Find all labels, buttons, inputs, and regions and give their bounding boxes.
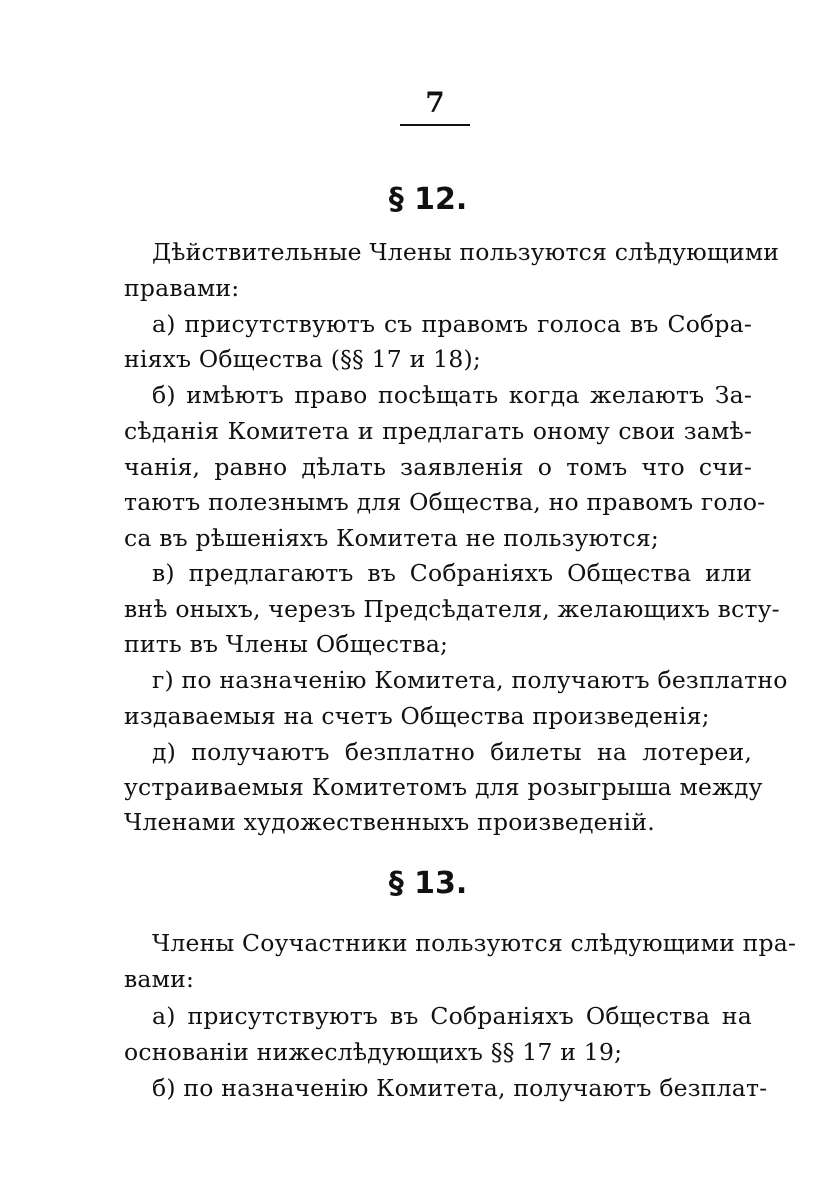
paragraph-line: Дѣйствительные Члены пользуются слѣдующими	[152, 238, 780, 266]
section-heading-12: § 12.	[388, 182, 468, 217]
paragraph-line: внѣ оныхъ, черезъ Предсѣдателя, желающихъ всту-	[124, 595, 780, 623]
paragraph-line: в) предлагаютъ въ Собраніяхъ Общества или	[152, 559, 752, 587]
paragraph-line: сѣданія Комитета и предлагать оному свои замѣ-	[124, 417, 752, 445]
page-number: 7	[425, 86, 445, 119]
section-heading-13: § 13.	[388, 866, 468, 901]
paragraph-line: са въ рѣшеніяхъ Комитета не пользуются;	[124, 524, 659, 552]
page-number-rule	[400, 124, 470, 126]
paragraph-line: основаніи нижеслѣдующихъ §§ 17 и 19;	[124, 1038, 623, 1066]
paragraph-line: Члены Соучастники пользуются слѣдующими пра-	[152, 929, 797, 957]
paragraph-line: чанія, равно дѣлать заявленія о томъ что счи-	[124, 453, 752, 481]
paragraph-line: издаваемыя на счетъ Общества произведенія;	[124, 702, 710, 730]
paragraph-line: вами:	[124, 965, 195, 993]
paragraph-line: Членами художественныхъ произведеній.	[124, 808, 655, 836]
paragraph-line: а) присутствуютъ въ Собраніяхъ Общества на	[152, 1002, 752, 1030]
paragraph-line: таютъ полезнымъ для Общества, но правомъ голо-	[124, 488, 766, 516]
paragraph-line: правами:	[124, 274, 240, 302]
paragraph-line: г) по назначенію Комитета, получаютъ безплатно	[152, 666, 788, 694]
paragraph-line: устраиваемыя Комитетомъ для розыгрыша между	[124, 773, 763, 801]
paragraph-line: б) по назначенію Комитета, получаютъ безплат-	[152, 1074, 768, 1102]
paragraph-line: б) имѣютъ право посѣщать когда желаютъ За-	[152, 381, 752, 409]
paragraph-line: а) присутствуютъ съ правомъ голоса въ Собра-	[152, 310, 752, 338]
paragraph-line: д) получаютъ безплатно билеты на лотереи,	[152, 738, 752, 766]
paragraph-line: ніяхъ Общества (§§ 17 и 18);	[124, 345, 481, 373]
paragraph-line: пить въ Члены Общества;	[124, 630, 449, 658]
